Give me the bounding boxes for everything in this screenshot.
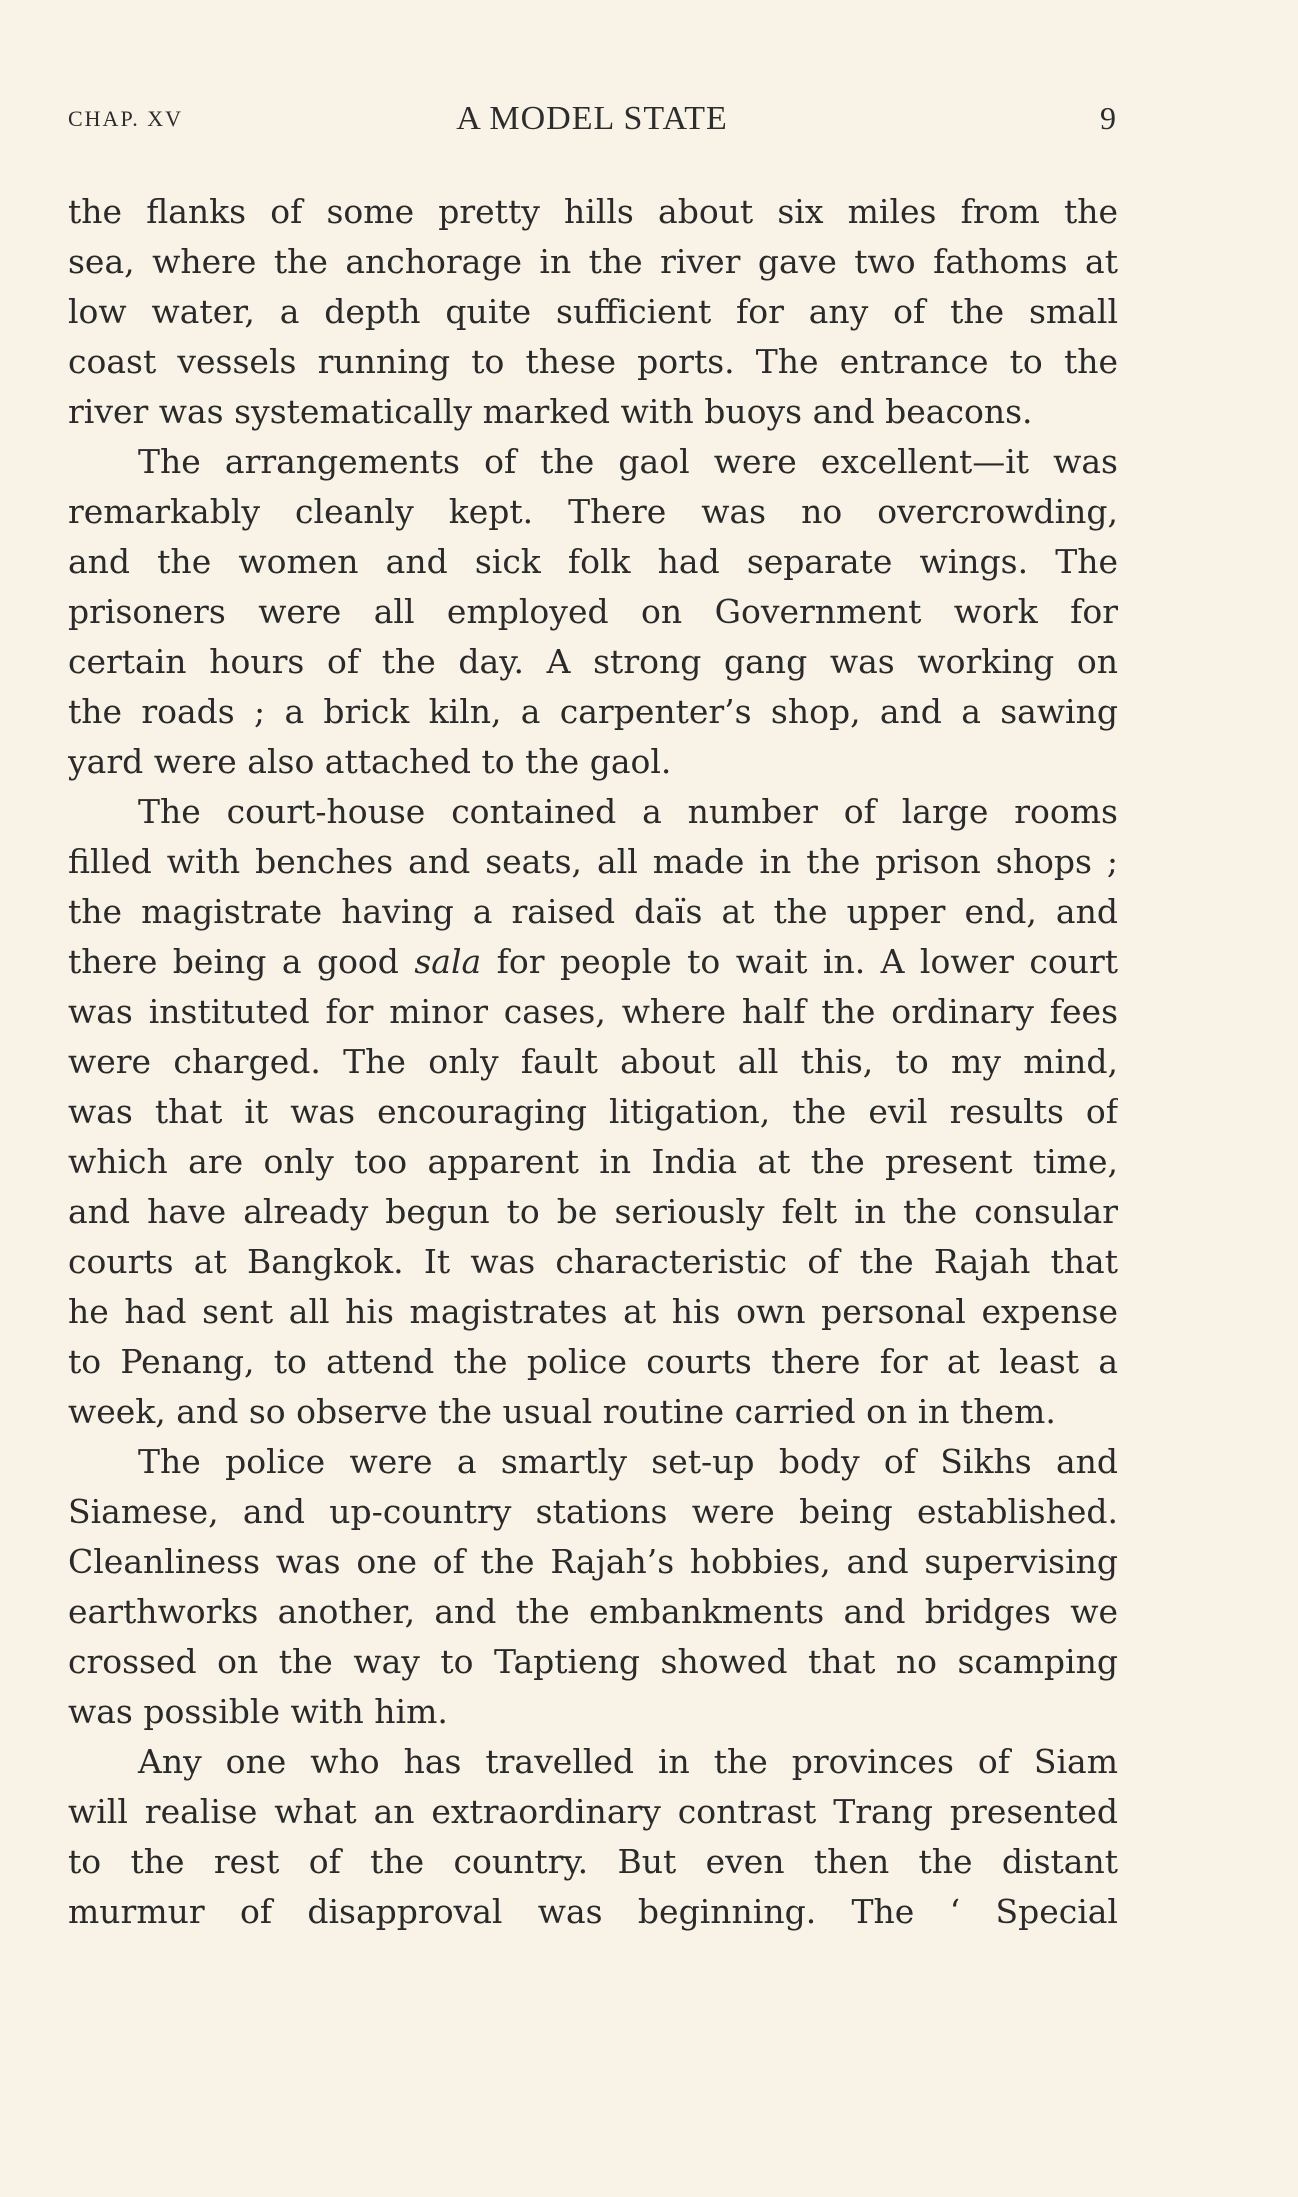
text-line: river was systematically marked with buoys and beacons.: [68, 392, 1033, 431]
text-line: sea, where the anchorage in the river gave two fathoms at: [68, 242, 1118, 281]
paragraph-start-line: The court-house contained a number of large rooms: [138, 792, 1118, 831]
text-line: murmur of disapproval was beginning. The ‘ Special: [68, 1892, 1118, 1931]
text-line: week, and so observe the usual routine carried on in them.: [68, 1392, 1056, 1431]
text-line: certain hours of the day. A strong gang was working on: [68, 642, 1118, 681]
text-line: was instituted for minor cases, where half the ordinary fees: [68, 992, 1118, 1031]
chapter-label: CHAP. XV: [68, 106, 184, 131]
text-line: to the rest of the country. But even then the distant: [68, 1842, 1118, 1881]
text-line: Siamese, and up-country stations were being established.: [68, 1492, 1118, 1531]
text-line: was possible with him.: [68, 1692, 448, 1731]
text-line: prisoners were all employed on Government work for: [68, 592, 1118, 631]
italic-word: sala: [414, 942, 482, 981]
text-line: were charged. The only fault about all this, to my mind,: [68, 1042, 1118, 1081]
body-text: [68, 187, 1118, 1937]
text-line: courts at Bangkok. It was characteristic of the Rajah that: [68, 1242, 1118, 1281]
text-line: remarkably cleanly kept. There was no overcrowding,: [68, 492, 1118, 531]
running-head: [68, 100, 1116, 140]
paragraph-start-line: The arrangements of the gaol were excellent—it was: [138, 442, 1118, 481]
text-line: low water, a depth quite sufficient for any of the small: [68, 292, 1118, 331]
text-line: will realise what an extraordinary contrast Trang presented: [68, 1792, 1118, 1831]
text-line: he had sent all his magistrates at his own personal expense: [68, 1292, 1118, 1331]
text-line: crossed on the way to Taptieng showed that no scamping: [68, 1642, 1118, 1681]
text-line: Cleanliness was one of the Rajah’s hobbies, and supervising: [68, 1542, 1118, 1581]
text-line: which are only too apparent in India at the present time,: [68, 1142, 1118, 1181]
text-fragment: for people to wait in. A lower court: [481, 942, 1118, 981]
text-line: [68, 937, 1118, 987]
text-line: coast vessels running to these ports. The entrance to the: [68, 342, 1118, 381]
paragraph-start-line: The police were a smartly set-up body of Sikhs and: [138, 1442, 1118, 1481]
text-line: earthworks another, and the embankments and bridges we: [68, 1592, 1118, 1631]
text-line: the roads ; a brick kiln, a carpenter’s shop, and a sawing: [68, 692, 1118, 731]
text-line: the flanks of some pretty hills about six miles from the: [68, 192, 1118, 231]
text-line: was that it was encouraging litigation, the evil results of: [68, 1092, 1118, 1131]
text-fragment: there being a good: [68, 942, 415, 981]
paragraph-start-line: Any one who has travelled in the provinces of Siam: [138, 1742, 1118, 1781]
text-line: filled with benches and seats, all made in the prison shops ;: [68, 842, 1118, 881]
running-title: A MODEL STATE: [456, 100, 728, 137]
text-line: and the women and sick folk had separate wings. The: [68, 542, 1118, 581]
text-line: yard were also attached to the gaol.: [68, 742, 672, 781]
page-number: 9: [1100, 100, 1116, 136]
text-line: to Penang, to attend the police courts there for at least a: [68, 1342, 1118, 1381]
text-line: and have already begun to be seriously felt in the consular: [68, 1192, 1118, 1231]
text-line: the magistrate having a raised daïs at the upper end, and: [68, 892, 1118, 931]
